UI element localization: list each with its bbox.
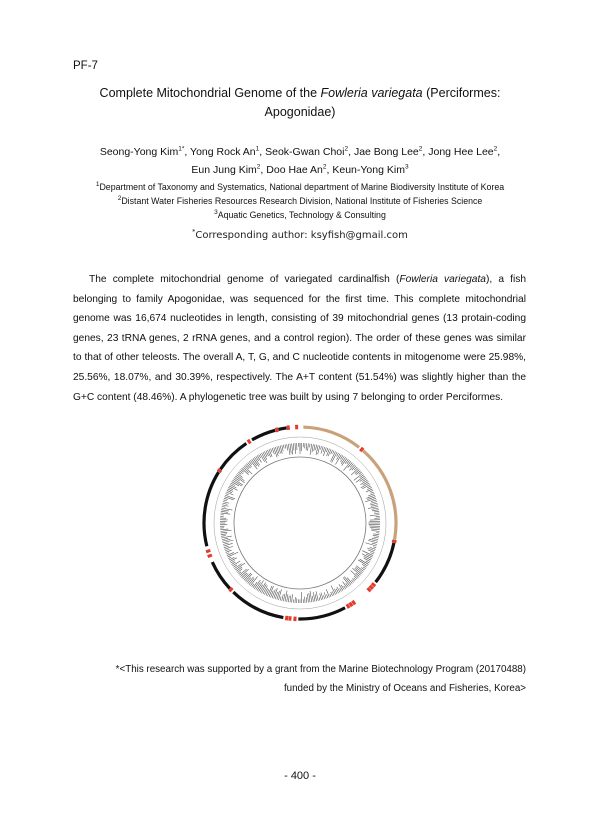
author: Seok-Gwan Choi$^2$, <box>265 145 354 158</box>
gc-bar <box>370 490 373 492</box>
gc-bar <box>246 464 250 469</box>
trna-marker <box>370 586 372 588</box>
gc-bar <box>359 472 362 474</box>
gc-bar <box>287 444 288 450</box>
gc-bar <box>341 456 345 462</box>
gc-bar <box>228 557 231 558</box>
gc-bar <box>234 477 239 481</box>
gc-bar <box>224 498 228 499</box>
gc-bar <box>221 511 228 512</box>
footnote-line: funded by the Ministry of Oceans and Fisheries, Korea> <box>283 683 526 694</box>
author: Doo Hae An$^2$, <box>266 163 333 176</box>
author-list <box>60 143 540 179</box>
author: Seong-Yong Kim$^{1*}$, <box>99 145 191 158</box>
gc-bar <box>348 462 353 467</box>
gc-bar <box>370 501 377 503</box>
gc-bar <box>242 573 247 578</box>
gc-bar <box>367 486 371 488</box>
author: Eun Jung Kim$^2$, <box>191 163 267 176</box>
gc-bar <box>364 556 371 560</box>
gc-bar <box>226 494 229 495</box>
gc-bar <box>373 534 379 535</box>
gc-bar <box>237 473 242 477</box>
gc-bar <box>226 553 229 554</box>
gc-bar <box>337 454 340 460</box>
gc-bar <box>339 584 343 590</box>
gc-bar <box>263 452 267 460</box>
trna-marker <box>208 550 209 553</box>
author: Jae Bong Lee$^2$, <box>353 145 429 158</box>
gc-bar <box>225 495 235 499</box>
gc-bar <box>315 445 316 450</box>
gc-bar <box>370 553 374 554</box>
gc-bar <box>320 594 322 600</box>
gene-arc <box>278 428 286 430</box>
gc-bar <box>224 546 229 548</box>
author: Jong Hee Lee$^2$, <box>428 145 501 158</box>
trna-marker <box>368 589 370 591</box>
gc-bar <box>314 444 315 451</box>
gc-bar <box>235 563 245 570</box>
gc-bar <box>295 443 296 454</box>
gc-bar <box>221 510 229 511</box>
gc-bar <box>374 537 379 538</box>
gc-bar <box>370 515 380 516</box>
gc-bar <box>285 444 286 448</box>
gc-bar <box>371 505 378 507</box>
gc-bar <box>250 576 257 585</box>
gc-bar <box>343 461 351 470</box>
gc-bar <box>271 449 273 453</box>
gene-arc <box>220 443 246 469</box>
gc-bar <box>372 538 378 539</box>
page-number: - 400 - <box>284 770 316 782</box>
gc-bar <box>343 582 347 588</box>
funding-footnote <box>73 660 526 698</box>
gene-arc <box>233 592 283 617</box>
gene-arc <box>212 562 229 588</box>
gc-bar <box>224 546 232 549</box>
gc-bar <box>352 466 356 470</box>
gc-bar <box>275 447 278 456</box>
gc-bar <box>363 482 369 485</box>
gc-bar <box>288 444 290 455</box>
gc-bar <box>371 529 380 530</box>
gc-bar <box>352 579 355 582</box>
author: Yong Rock An$^1$, <box>190 145 266 158</box>
trna-marker <box>230 589 232 591</box>
gc-bar <box>220 529 228 530</box>
gc-bar <box>365 498 376 502</box>
gc-bar <box>365 543 376 546</box>
corresponding-author: *Corresponding author: ksyfish@gmail.com <box>192 227 408 241</box>
gc-bar <box>364 558 370 561</box>
gc-bar <box>374 513 379 514</box>
gc-bar <box>360 477 366 481</box>
trna-marker <box>209 554 210 557</box>
affiliation: $^2$Distant Water Fisheries Resources Research Division, National Institute of Fisheries Science <box>117 195 483 206</box>
trna-marker <box>394 540 395 543</box>
gene-arc <box>298 608 345 619</box>
gc-bar <box>323 447 326 456</box>
affiliation: $^1$Department of Taxonomy and Systematics, National department of Marine Biodiversity Institute of Korea <box>95 181 505 192</box>
gc-bar <box>312 444 313 452</box>
title-species: Fowleria variegata <box>320 86 423 100</box>
trna-marker <box>361 448 363 450</box>
gc-bar <box>344 586 346 589</box>
gc-bar <box>374 511 379 512</box>
gc-bar <box>331 450 333 454</box>
gc-bar <box>326 589 329 597</box>
abstract: The complete mitochondrial genome of variegated cardinalfish (Fowleria variegata), a fish belonging to family Apogonidae, was sequenced for the first time. This complete mitochondrial genome was 16,674 nucleotides in length, consisting of 39 mitochondrial genes (13 protain-coding genes, 23 tRNA genes, 2 rRNA genes, and a control region). The order of these genes was similar to that of other teleosts. The overall A, T, G, and C nucleotide contents in mitogenome were 25.98%, 25.56%, 18.07%, and 30.39%, respectively. The A+T content (51.54%) was slightly higher than the G+C content (48.46%). A phylogenetic tree was built by using 7 belonging to order Perciformes. <box>73 274 526 403</box>
inner-circle <box>234 457 366 589</box>
gc-bar <box>309 593 310 602</box>
gc-bar <box>366 495 375 498</box>
author: Keun-Yong Kim$^3$ <box>332 163 409 176</box>
gc-bar <box>340 588 342 591</box>
gc-bar <box>354 578 356 580</box>
gc-bar <box>238 472 241 474</box>
gc-bar <box>223 543 229 545</box>
gc-bar <box>283 594 285 602</box>
gc-bar <box>221 513 231 514</box>
gc-bar <box>333 451 334 454</box>
gc-bar <box>225 549 229 551</box>
gc-bar <box>230 484 237 488</box>
title-post: (Perciformes: <box>422 86 501 100</box>
trna-marker <box>373 584 375 586</box>
gc-bar <box>306 443 307 450</box>
gc-bar <box>230 558 237 562</box>
gc-bar <box>235 476 244 483</box>
gc-bar <box>310 591 312 602</box>
gc-bar <box>236 567 242 571</box>
gc-bar <box>370 527 380 528</box>
gc-bar <box>274 447 277 457</box>
gc-bar <box>315 594 316 601</box>
gc-bar <box>248 462 252 466</box>
gc-bar <box>222 506 226 507</box>
footnote-line: *<This research was supported by a grant from the Marine Biotechnology Program (20170488) <box>115 664 526 675</box>
gc-bar <box>356 471 361 475</box>
gc-bar <box>290 444 291 454</box>
gc-bar <box>372 508 379 509</box>
gc-bar <box>259 585 263 592</box>
gc-bar <box>327 594 328 598</box>
gc-bar <box>238 572 241 574</box>
gc-bar <box>272 589 275 598</box>
gc-bar <box>278 589 281 600</box>
gc-bar <box>282 594 284 601</box>
trna-marker <box>219 469 221 472</box>
gc-bar <box>332 592 334 596</box>
gc-bar <box>292 594 293 602</box>
tick-ring <box>214 437 386 609</box>
gc-bar <box>293 443 294 450</box>
affiliation: $^3$Aquatic Genetics, Technology & Consulting <box>214 209 386 220</box>
gc-bar <box>282 445 283 451</box>
gc-bar <box>222 505 228 507</box>
gc-bar <box>371 500 377 502</box>
gc-bar <box>354 473 363 480</box>
gc-bar <box>221 532 228 533</box>
gc-bar <box>222 538 228 539</box>
gc-bar <box>366 561 370 563</box>
gc-bar <box>283 445 284 449</box>
gc-bar <box>373 535 379 536</box>
trna-marker <box>347 605 350 607</box>
gc-bar <box>312 596 313 602</box>
trna-marker <box>248 441 251 443</box>
gc-bar <box>253 582 257 588</box>
gc-bar <box>371 492 374 493</box>
gc-bar <box>246 578 250 583</box>
gc-bar <box>310 444 312 455</box>
paper-title <box>60 84 540 122</box>
gc-bar <box>223 500 226 501</box>
gc-bar <box>244 466 252 474</box>
gc-bar <box>308 443 309 451</box>
gc-bar <box>227 552 234 555</box>
gc-bar <box>252 584 254 587</box>
page-id: PF-7 <box>73 60 98 72</box>
gc-bar <box>313 592 315 601</box>
gc-bar <box>288 596 289 602</box>
gc-bar <box>330 594 331 597</box>
gc-bar <box>326 448 328 452</box>
gc-bar <box>264 588 267 595</box>
trna-marker <box>275 429 278 430</box>
gc-bar <box>269 449 272 456</box>
trna-marker <box>350 604 353 606</box>
trna-marker <box>352 602 355 604</box>
affiliations <box>40 180 560 222</box>
gene-arc <box>204 472 219 546</box>
gc-bar <box>267 450 270 457</box>
gc-bar <box>323 595 324 599</box>
gc-bar <box>280 597 281 601</box>
title-pre: Complete Mitochondrial Genome of the <box>99 86 321 100</box>
gc-bar <box>290 595 291 602</box>
gc-bar <box>337 453 339 457</box>
gc-bar <box>292 443 293 454</box>
gc-bar <box>220 530 231 531</box>
gene-arc <box>252 430 275 440</box>
mitogenome-map-figure <box>180 405 420 645</box>
gc-bar <box>287 594 288 602</box>
gc-bar <box>351 580 353 582</box>
gc-bar <box>223 501 229 503</box>
gc-bar <box>223 503 228 504</box>
abstract-species: Fowleria variegata <box>399 274 486 285</box>
gc-bar <box>372 531 380 532</box>
title-line2: Apogonidae) <box>264 105 336 119</box>
gc-bar <box>355 469 360 473</box>
gc-bar <box>259 455 261 459</box>
gc-bar <box>363 567 366 569</box>
gc-bar <box>221 536 226 537</box>
gc-bar <box>321 446 322 450</box>
gc-bar <box>331 592 333 596</box>
gc-bar <box>373 547 376 548</box>
gc-bar <box>307 594 308 603</box>
gc-bar <box>221 534 227 535</box>
gc-bar <box>237 569 242 573</box>
gc-bar <box>372 543 377 544</box>
gc-bar <box>224 497 233 500</box>
gene-arc <box>376 543 394 582</box>
gc-bar <box>372 510 379 511</box>
gc-bar <box>319 598 320 601</box>
circular-genome-map <box>180 405 420 645</box>
gc-bar <box>226 492 233 495</box>
gc-bar <box>323 447 325 452</box>
gc-bar <box>250 460 257 469</box>
